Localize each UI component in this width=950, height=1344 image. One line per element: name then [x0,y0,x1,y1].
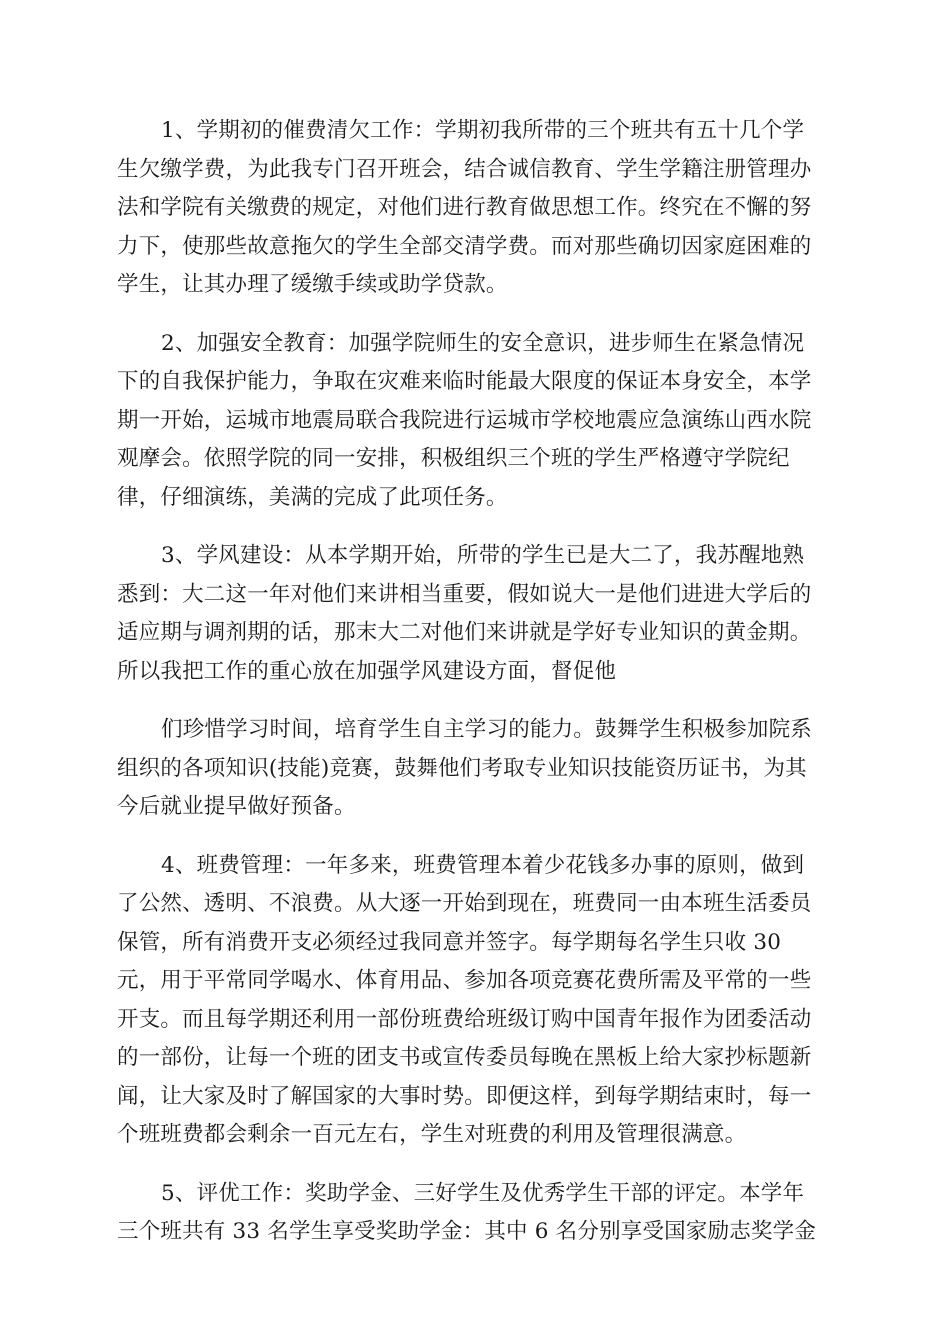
text-line: 三个班共有 33 名学生享受奖助学金：其中 6 名分别享受国家励志奖学金 [117,1219,817,1244]
text-line: 今后就业提早做好预备。 [117,794,356,819]
paragraph-study-style [117,537,835,691]
text-line: 了公然、透明、不浪费。从大逐一开始到现在，班费同一由本班生活委员 [117,891,812,916]
text-line: 观摩会。依照学院的同一安排，积极组织三个班的学生严格遵守学院纪 [117,446,790,471]
text-line: 个班班费都会剩余一百元左右，学生对班费的利用及管理很满意。 [117,1122,747,1147]
paragraph-class-fee-management [117,847,835,1155]
text-line: 组织的各项知识(技能)竞赛，鼓舞他们考取专业知识技能资历证书，为其 [117,755,807,781]
text-line: 所以我把工作的重心放在加强学风建设方面，督促他 [117,658,617,684]
text-line: 元，用于平常同学喝水、体育用品、参加各项竞赛花费所需及平常的一些 [117,968,812,993]
text-line: 下的自我保护能力，争取在灾难来临时能最大限度的保证本身安全，本学 [117,369,812,394]
text-line: 4、班费管理：一年多来，班费管理本着少花钱多办事的原则，做到 [161,852,805,878]
text-line: 的一部份，让每一个班的团支书或宣传委员每晚在黑板上给大家抄标题新 [117,1045,812,1070]
text-line: 闻，让大家及时了解国家的大事时势。即便这样，到每学期结束时，每一 [117,1083,812,1109]
text-line: 期一开始，运城市地震局联合我院进行运城市学校地震应急演练山西水院 [117,407,812,433]
text-line: 学生，让其办理了缓缴手续或助学贷款。 [117,272,508,297]
text-line: 法和学院有关缴费的规定，对他们进行教育做思想工作。终究在不懈的努 [117,195,812,220]
text-line: 开支。而且每学期还利用一部份班费给班级订购中国青年报作为团委活动 [117,1006,812,1032]
text-line: 5、评优工作：奖助学金、三好学生及优秀学生干部的评定。本学年 [161,1180,805,1206]
text-line: 力下，使那些故意拖欠的学生全部交清学费。而对那些确切因家庭困难的 [117,233,812,259]
paragraph-safety-education [117,325,835,518]
text-line: 律，仔细演练，美满的完成了此项任务。 [117,484,508,510]
text-line: 1、学期初的催费清欠工作：学期初我所带的三个班共有五十几个学 [161,118,805,143]
text-line: 3、学风建设：从本学期开始，所带的学生已是大二了，我苏醒地熟 [161,543,805,568]
text-line: 2、加强安全教育：加强学院师生的安全意识，进步师生在紧急情况 [161,330,805,356]
text-line: 适应期与调剂期的话，那末大二对他们来讲就是学好专业知识的黄金期。 [117,620,812,645]
paragraph-fee-collection [117,112,835,305]
paragraph-award-evaluation [117,1175,835,1252]
text-line: 保管，所有消费开支必须经过我同意并签字。每学期每名学生只收 30 [117,929,782,955]
text-line: 生欠缴学费，为此我专门召开班会，结合诚信教育、学生学籍注册管理办 [117,156,812,182]
text-line: 们珍惜学习时间，培育学生自主学习的能力。鼓舞学生积极参加院系 [161,717,813,742]
text-line: 悉到：大二这一年对他们来讲相当重要，假如说大一是他们进进大学后的 [117,581,812,607]
document-body [117,112,835,1272]
paragraph-study-style-continued [117,711,835,827]
